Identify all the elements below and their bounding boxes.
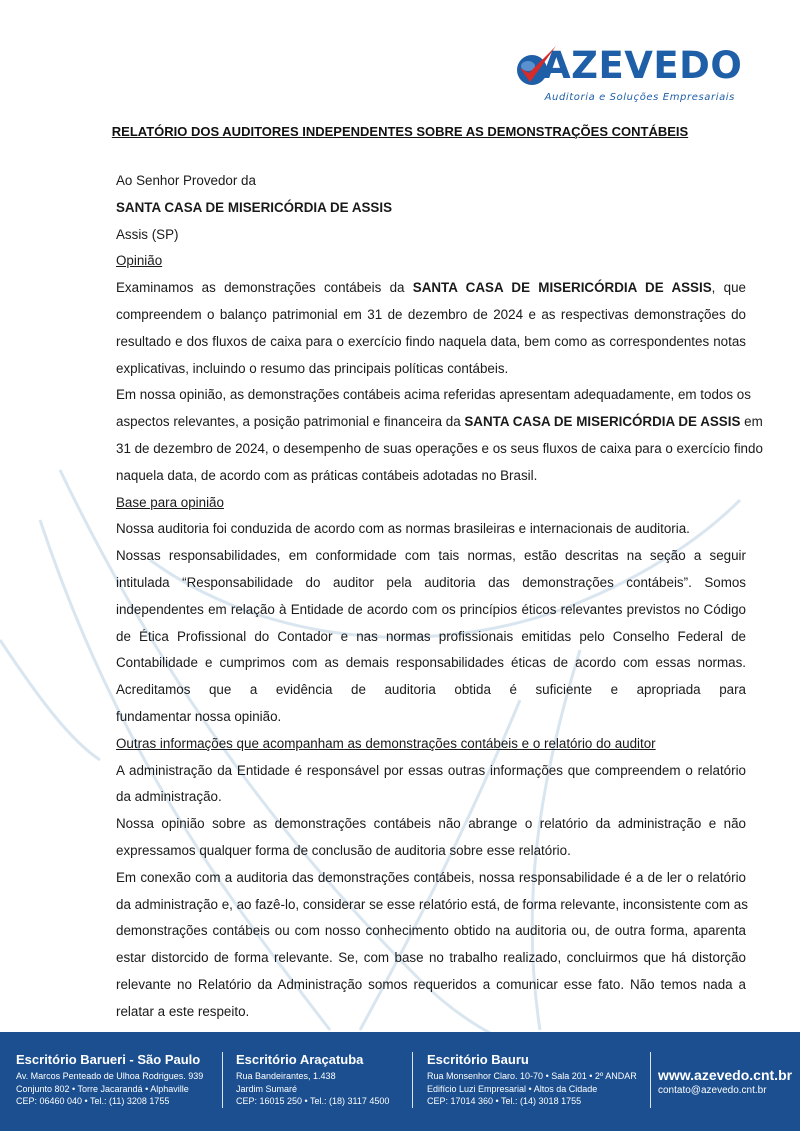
paragraph-line: aspectos relevantes, a posição patrimonial e financeira da SANTA CASA DE MISERICÓRDIA DE ASSIS em: [116, 414, 763, 430]
paragraph-line: 31 de dezembro de 2024, o desempenho de suas operações e os seus fluxos de caixa para o exercício findo: [116, 440, 763, 456]
office-title: Escritório Bauru: [427, 1052, 529, 1067]
paragraph-line: estar distorcido de forma relevante. Se, com base no trabalho realizado, concluirmos que há distorção: [116, 950, 746, 966]
paragraph-line: de Ética Profissional do Contador e nas normas profissionais emitidas pelo Conselho Federal de: [116, 628, 746, 644]
office-aracatuba: [236, 1052, 389, 1108]
office-address: Jardim Sumaré: [236, 1083, 298, 1094]
email-link[interactable]: contato@azevedo.cnt.br: [658, 1085, 767, 1096]
paragraph-line: fundamentar nossa opinião.: [116, 708, 282, 724]
paragraph-line: naquela data, de acordo com as práticas contábeis adotadas no Brasil.: [116, 467, 538, 483]
paragraph-line: da administração.: [116, 789, 222, 805]
footer-divider: [412, 1052, 413, 1108]
paragraph-line: Nossa auditoria foi conduzida de acordo com as normas brasileiras e internacionais de auditoria.: [116, 521, 690, 537]
paragraph-line: Acreditamos que a evidência de auditoria obtida é suficiente e apropriada para: [116, 682, 746, 698]
logo-tagline: Auditoria e Soluções Empresariais: [544, 92, 735, 103]
paragraph-line: independentes em relação à Entidade de acordo com os princípios éticos relevantes previstos no Código: [116, 601, 746, 617]
office-barueri: [16, 1052, 203, 1108]
document-title: RELATÓRIO DOS AUDITORES INDEPENDENTES SOBRE AS DEMONSTRAÇÕES CONTÁBEIS: [111, 124, 689, 139]
paragraph-line: expressamos qualquer forma de conclusão de auditoria sobre esse relatório.: [116, 842, 571, 858]
website-link[interactable]: www.azevedo.cnt.br: [658, 1067, 793, 1083]
paragraph-line: intitulada “Responsabilidade do auditor pela auditoria das demonstrações contábeis”. Somos: [116, 574, 746, 590]
address-city: Assis (SP): [116, 226, 179, 242]
footer-web-contact: [658, 1066, 792, 1097]
footer-divider: [650, 1052, 651, 1108]
paragraph-line: compreendem o balanço patrimonial em 31 de dezembro de 2024 e as respectivas demonstrações do: [116, 306, 746, 322]
office-address: Av. Marcos Penteado de Ulhoa Rodrigues. 939: [16, 1071, 204, 1081]
office-address: Rua Bandeirantes, 1.438: [236, 1071, 336, 1081]
office-contact: CEP: 17014 360 • Tel.: (14) 3018 1755: [427, 1096, 582, 1106]
paragraph-line: relevante no Relatório da Administração somos requeridos a comunicar esse fato. Não temos nada a: [116, 976, 746, 992]
section-heading-outras: Outras informações que acompanham as demonstrações contábeis e o relatório do auditor: [116, 735, 656, 751]
office-bauru: [427, 1052, 637, 1108]
paragraph-line: Em conexão com a auditoria das demonstrações contábeis, nossa responsabilidade é a de ler o relatório: [116, 869, 746, 885]
paragraph-line: resultado e dos fluxos de caixa para o exercício findo naquela data, bem como as correspondentes notas: [116, 333, 746, 349]
paragraph-line: da administração e, ao fazê-lo, considerar se esse relatório está, de forma relevante, inconsistente com as: [116, 896, 748, 912]
office-title: Escritório Araçatuba: [236, 1052, 364, 1067]
paragraph-line: Nossas responsabilidades, em conformidade com tais normas, estão descritas na seção a seguir: [116, 548, 746, 564]
paragraph-line: Examinamos as demonstrações contábeis da SANTA CASA DE MISERICÓRDIA DE ASSIS, que: [116, 280, 746, 296]
office-contact: CEP: 16015 250 • Tel.: (18) 3117 4500: [236, 1096, 390, 1106]
paragraph-line: Nossa opinião sobre as demonstrações contábeis não abrange o relatório da administração e não: [116, 816, 746, 832]
page-footer: [0, 1032, 800, 1131]
office-address: Conjunto 802 • Torre Jacarandá • Alphaville: [16, 1083, 189, 1094]
section-heading-base: Base para opinião: [116, 494, 224, 510]
section-heading-opiniao: Opinião: [116, 253, 163, 269]
paragraph-line: Em nossa opinião, as demonstrações contábeis acima referidas apresentam adequadamente, em todos os: [116, 387, 751, 403]
logo-wordmark: AZEVEDO: [542, 44, 743, 87]
document-body: [116, 168, 763, 1026]
office-contact: CEP: 06460 040 • Tel.: (11) 3208 1755: [16, 1096, 170, 1106]
office-address: Rua Monsenhor Claro. 10-70 • Sala 201 • 2º ANDAR: [427, 1071, 637, 1081]
address-entity: SANTA CASA DE MISERICÓRDIA DE ASSIS: [116, 199, 393, 215]
paragraph-line: Contabilidade e cumprimos com as demais responsabilidades éticas de acordo com essas normas.: [116, 655, 746, 671]
paragraph-line: explicativas, incluindo o resumo das principais políticas contábeis.: [116, 360, 509, 376]
paragraph-line: relatar a este respeito.: [116, 1003, 250, 1019]
footer-divider: [222, 1052, 223, 1108]
paragraph-line: demonstrações contábeis ou com nosso conhecimento obtido na auditoria ou, de outra forma, aparenta: [116, 923, 746, 939]
address-line: Ao Senhor Provedor da: [116, 173, 256, 188]
office-title: Escritório Barueri - São Paulo: [16, 1052, 201, 1067]
paragraph-line: A administração da Entidade é responsável por essas outras informações que compreendem o relatório: [116, 762, 746, 778]
company-logo: [512, 40, 743, 106]
office-address: Edifício Luzi Empresarial • Altos da Cidade: [427, 1083, 598, 1094]
